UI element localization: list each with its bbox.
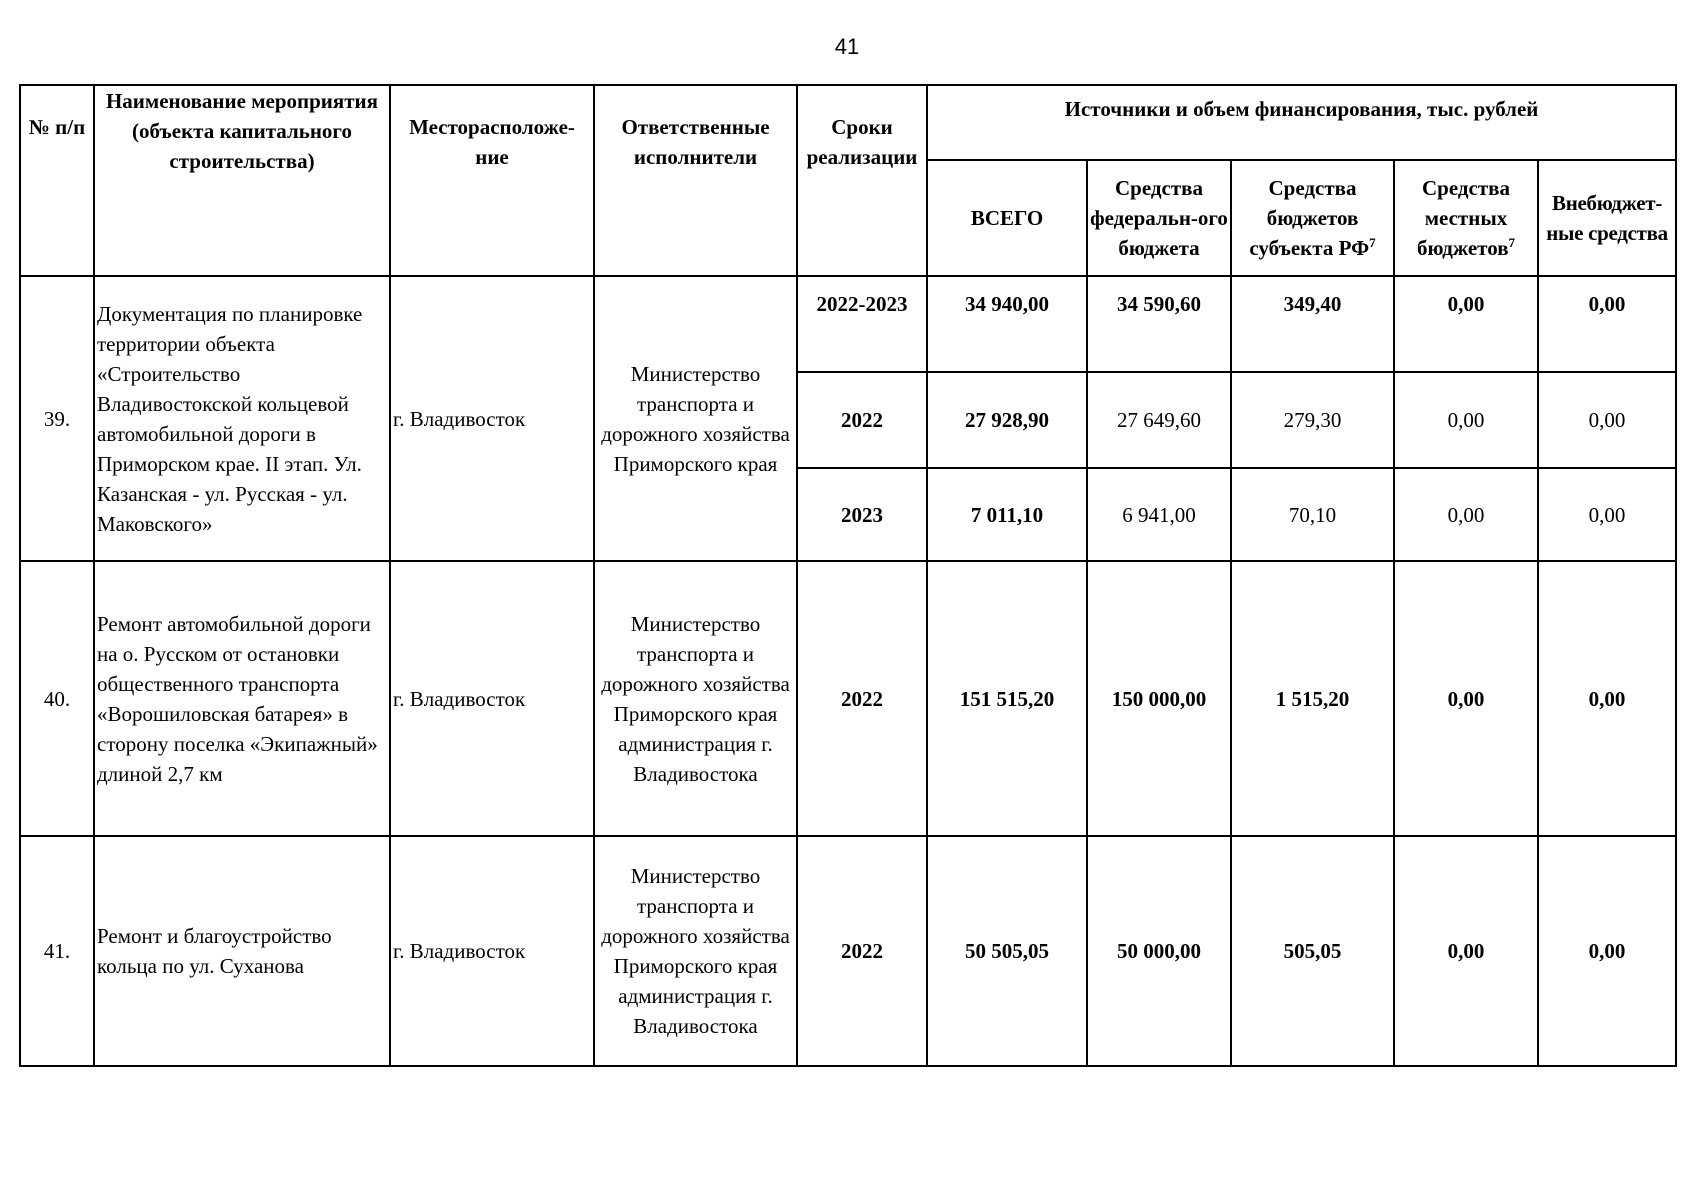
header-regional-label: Средства бюджетов субъекта РФ (1249, 176, 1370, 260)
row-federal: 34 590,60 (1087, 276, 1231, 372)
row-regional: 279,30 (1231, 372, 1394, 468)
header-local (1394, 160, 1538, 276)
table-row (20, 836, 1676, 1066)
header-period: Сроки реализации (797, 85, 927, 276)
row-offbudget: 0,00 (1538, 372, 1676, 468)
row-local: 0,00 (1394, 372, 1538, 468)
row-offbudget: 0,00 (1538, 468, 1676, 561)
header-responsible: Ответственные исполнители (594, 85, 797, 276)
row-regional: 349,40 (1231, 276, 1394, 372)
row-period: 2022-2023 (797, 276, 927, 372)
row-total: 27 928,90 (927, 372, 1087, 468)
row-name: Ремонт и благоустройство кольца по ул. Суханова (94, 836, 390, 1066)
row-offbudget: 0,00 (1538, 276, 1676, 372)
financing-table (19, 84, 1677, 1067)
row-location: г. Владивосток (390, 836, 594, 1066)
row-offbudget: 0,00 (1538, 836, 1676, 1066)
row-federal: 50 000,00 (1087, 836, 1231, 1066)
row-offbudget: 0,00 (1538, 561, 1676, 836)
header-regional-footnote: 7 (1369, 235, 1376, 250)
header-sources: Источники и объем финансирования, тыс. рублей (927, 85, 1676, 160)
row-local: 0,00 (1394, 561, 1538, 836)
row-total: 151 515,20 (927, 561, 1087, 836)
header-local-label: Средства местных бюджетов (1416, 176, 1510, 260)
header-total: ВСЕГО (927, 160, 1087, 276)
row-period: 2022 (797, 561, 927, 836)
table-row (20, 276, 1676, 372)
row-local: 0,00 (1394, 276, 1538, 372)
row-regional: 505,05 (1231, 836, 1394, 1066)
row-local: 0,00 (1394, 836, 1538, 1066)
row-total: 50 505,05 (927, 836, 1087, 1066)
row-period: 2023 (797, 468, 927, 561)
row-local: 0,00 (1394, 468, 1538, 561)
row-federal: 6 941,00 (1087, 468, 1231, 561)
header-regional (1231, 160, 1394, 276)
row-responsible: Министерство транспорта и дорожного хозяйства Приморского края администрация г. Владивостока (594, 561, 797, 836)
row-location: г. Владивосток (390, 276, 594, 561)
row-name: Ремонт автомобильной дороги на о. Русском от остановки общественного транспорта «Ворошиловская батарея» в сторону поселка «Экипажный» длиной 2,7 км (94, 561, 390, 836)
row-name: Документация по планировке территории объекта «Строительство Владивостокской кольцевой автомобильной дороги в Приморском крае. II этап. Ул. Казанская - ул. Русская - ул. Маковского» (94, 276, 390, 561)
row-location: г. Владивосток (390, 561, 594, 836)
row-federal: 27 649,60 (1087, 372, 1231, 468)
row-number: 41. (20, 836, 94, 1066)
row-period: 2022 (797, 372, 927, 468)
header-offbudget: Внебюджет-ные средства (1538, 160, 1676, 276)
header-num: № п/п (20, 85, 94, 276)
header-location: Месторасположе-ние (390, 85, 594, 276)
row-period: 2022 (797, 836, 927, 1066)
row-total: 7 011,10 (927, 468, 1087, 561)
row-federal: 150 000,00 (1087, 561, 1231, 836)
header-row-top (20, 85, 1676, 160)
header-federal: Средства федеральн-ого бюджета (1087, 160, 1231, 276)
header-name: Наименование мероприятия (объекта капитального строительства) (94, 85, 390, 276)
row-responsible: Министерство транспорта и дорожного хозяйства Приморского края (594, 276, 797, 561)
row-number: 40. (20, 561, 94, 836)
row-regional: 1 515,20 (1231, 561, 1394, 836)
table-row (20, 561, 1676, 836)
row-number: 39. (20, 276, 94, 561)
header-local-footnote: 7 (1508, 235, 1516, 250)
row-responsible: Министерство транспорта и дорожного хозяйства Приморского края администрация г. Владивостока (594, 836, 797, 1066)
row-regional: 70,10 (1231, 468, 1394, 561)
row-total: 34 940,00 (927, 276, 1087, 372)
page-number: 41 (834, 34, 860, 59)
